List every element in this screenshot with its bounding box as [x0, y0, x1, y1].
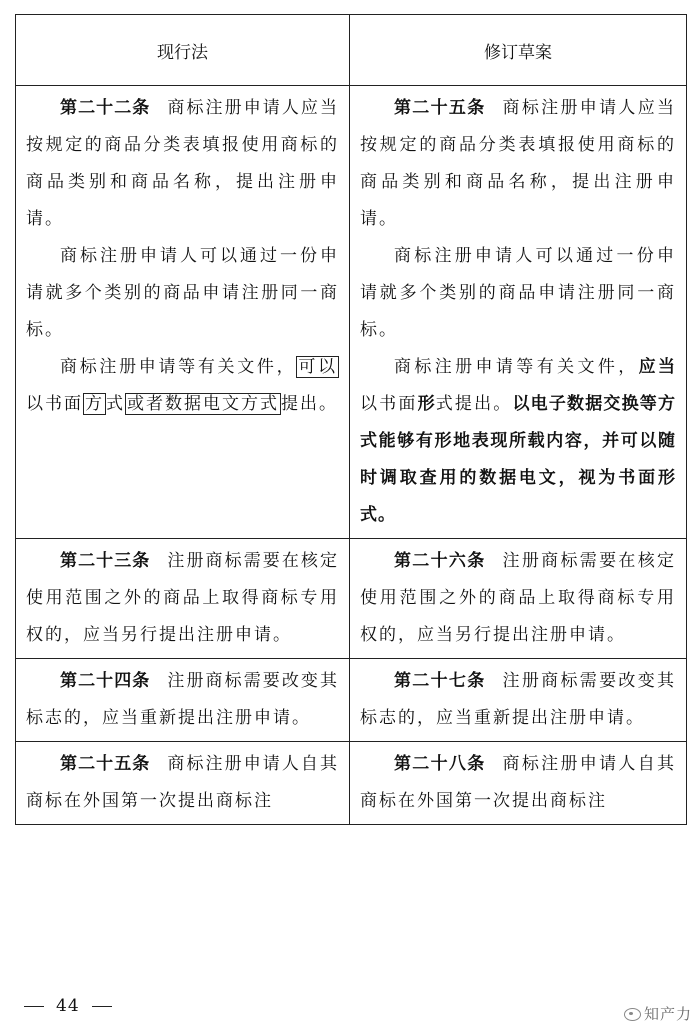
paragraph: 商标注册申请人可以通过一份申请就多个类别的商品申请注册同一商标。 [26, 246, 339, 340]
comparison-table-sheet [15, 14, 686, 825]
amended-text: 应当 [638, 357, 677, 377]
paragraph-text: 商标注册申请等有关文件， [60, 357, 297, 377]
paragraph-text: 以书面 [26, 394, 83, 414]
paragraph-text: 商标注册申请人应当按规定的商品分类表填报使用商标的商品类别和商品名称，提出注册申请。 [26, 98, 340, 229]
article-number: 第二十二条 [60, 98, 151, 118]
article-number: 第二十五条 [394, 98, 486, 118]
current-law-cell [16, 539, 350, 659]
table-row [16, 539, 687, 659]
draft-amendment-cell [350, 86, 687, 539]
paragraph-text: 以书面 [360, 394, 418, 414]
footer-dash-left [24, 1006, 44, 1007]
paragraph [26, 663, 339, 737]
paragraph-text: 式提出。 [435, 394, 513, 414]
paragraph [26, 746, 339, 820]
paragraph-text: 提出。 [281, 394, 338, 414]
footer-dash-right [92, 1006, 112, 1007]
paragraph-text: 商标注册申请人自其商标在外国第一次提出商标注 [26, 754, 340, 811]
table-row [16, 86, 687, 539]
article-number: 第二十四条 [60, 671, 151, 691]
table-row [16, 659, 687, 742]
article-number: 第二十三条 [60, 551, 151, 571]
paragraph-text: 注册商标需要改变其标志的，应当重新提出注册申请。 [360, 671, 677, 728]
paragraph-text: 商标注册申请人自其商标在外国第一次提出商标注 [360, 754, 677, 811]
marked-text: 可以 [298, 357, 338, 377]
paragraph [360, 746, 676, 820]
paragraph-text: 商标注册申请人应当按规定的商品分类表填报使用商标的商品类别和商品名称，提出注册申请。 [360, 98, 677, 229]
table-row [16, 742, 687, 825]
marked-text: 方 [85, 394, 104, 414]
paragraph-text: 商标注册申请等有关文件， [394, 357, 639, 377]
watermark [624, 1003, 692, 1024]
article-number: 第二十八条 [394, 754, 486, 774]
current-law-cell [16, 659, 350, 742]
watermark-text: 知产力 [643, 1005, 692, 1023]
comparison-table [15, 14, 687, 825]
header-current-law: 现行法 [16, 15, 350, 86]
paragraph [26, 349, 339, 423]
amended-text: 形 [417, 394, 436, 414]
page-number: 44 [56, 996, 80, 1016]
paragraph [360, 663, 676, 737]
weibo-icon [624, 1008, 641, 1021]
table-header-row [16, 15, 687, 86]
article-number: 第二十六条 [394, 551, 486, 571]
draft-amendment-cell [350, 539, 687, 659]
paragraph-text: 注册商标需要在核定使用范围之外的商品上取得商标专用权的，应当另行提出注册申请。 [360, 551, 677, 645]
article-number: 第二十七条 [394, 671, 486, 691]
paragraph [360, 349, 676, 534]
current-law-cell [16, 742, 350, 825]
marked-text: 或者数据电文方式 [127, 394, 279, 414]
header-draft-amendment: 修订草案 [350, 15, 687, 86]
paragraph: 商标注册申请人可以通过一份申请就多个类别的商品申请注册同一商标。 [360, 246, 676, 340]
paragraph [26, 543, 339, 654]
draft-amendment-cell [350, 742, 687, 825]
paragraph [26, 90, 339, 238]
paragraph-text: 注册商标需要改变其标志的，应当重新提出注册申请。 [26, 671, 340, 728]
article-number: 第二十五条 [60, 754, 151, 774]
page-footer [24, 996, 112, 1016]
paragraph [360, 90, 676, 238]
paragraph [360, 543, 676, 654]
draft-amendment-cell [350, 659, 687, 742]
paragraph-text: 注册商标需要在核定使用范围之外的商品上取得商标专用权的，应当另行提出注册申请。 [26, 551, 340, 645]
current-law-cell [16, 86, 350, 539]
amended-text: 以电子数据交换等方式能够有形地表现所载内容，并可以随时调取查用的数据电文，视为书面形式。 [360, 394, 676, 525]
paragraph-text: 式 [106, 394, 125, 414]
